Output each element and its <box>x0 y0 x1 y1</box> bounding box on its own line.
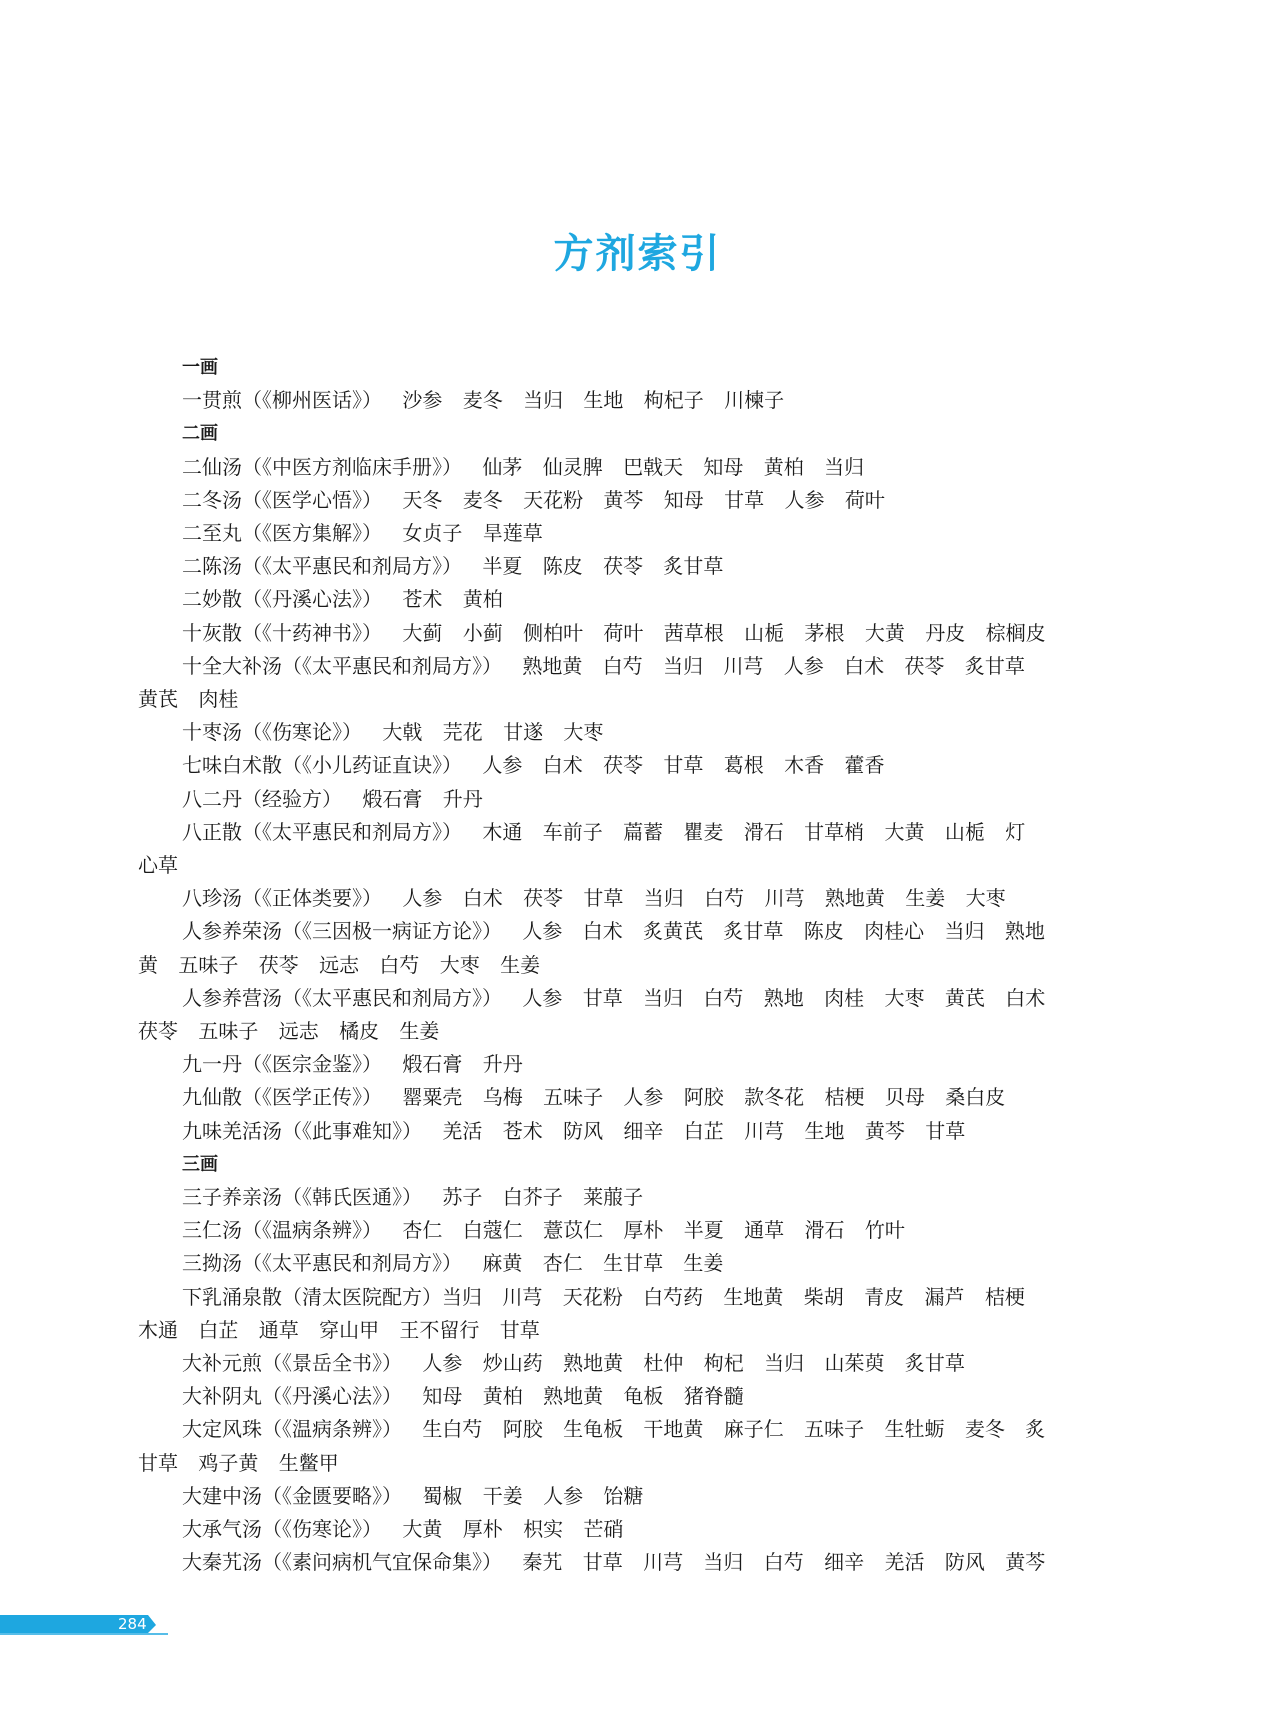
formula-entry: 九味羌活汤（《此事难知》） 羌活 苍术 防风 细辛 白芷 川芎 生地 黄芩 甘草 <box>182 1118 966 1143</box>
formula-entry: 七味白术散（《小儿药证直诀》） 人参 白术 茯苓 甘草 葛根 木香 藿香 <box>182 753 885 778</box>
formula-entry-continuation: 甘草 鸡子黄 生鳖甲 <box>138 1450 339 1475</box>
section-heading: 二画 <box>182 423 218 445</box>
formula-entry: 大补阴丸（《丹溪心法》） 知母 黄柏 熟地黄 龟板 猪脊髓 <box>182 1384 744 1409</box>
page-title: 方剂索引 <box>553 230 722 277</box>
formula-entry: 大建中汤（《金匮要略》） 蜀椒 干姜 人参 饴糖 <box>182 1483 644 1508</box>
section-heading: 一画 <box>182 357 218 378</box>
formula-entry: 三仁汤（《温病条辨》） 杏仁 白蔻仁 薏苡仁 厚朴 半夏 通草 滑石 竹叶 <box>182 1218 905 1243</box>
formula-entry: 二至丸（《医方集解》） 女贞子 旱莲草 <box>182 520 543 545</box>
formula-entry-continuation: 黄 五味子 茯苓 远志 白芍 大枣 生姜 <box>138 952 541 977</box>
formula-entry-continuation: 黄芪 肉桂 <box>138 687 239 711</box>
formula-entry: 八正散（《太平惠民和剂局方》） 木通 车前子 萹蓄 瞿麦 滑石 甘草梢 大黄 山栀 灯 <box>182 819 1026 844</box>
formula-entry: 八二丹（经验方） 煅石膏 升丹 <box>182 786 483 811</box>
formula-entry: 大补元煎（《景岳全书》） 人参 炒山药 熟地黄 杜仲 枸杞 当归 山茱萸 炙甘草 <box>182 1351 965 1376</box>
formula-entry: 十全大补汤（《太平惠民和剂局方》） 熟地黄 白芍 当归 川芎 人参 白术 茯苓 炙甘草 <box>182 653 1025 678</box>
formula-entry-continuation: 木通 白芷 通草 穿山甲 王不留行 甘草 <box>138 1317 540 1342</box>
formula-entry: 二仙汤（《中医方剂临床手册》） 仙茅 仙灵脾 巴戟天 知母 黄柏 当归 <box>182 454 865 479</box>
formula-index <box>138 351 1148 1579</box>
formula-entry-continuation: 茯苓 五味子 远志 橘皮 生姜 <box>138 1019 440 1044</box>
formula-entry: 二冬汤（《医学心悟》） 天冬 麦冬 天花粉 黄芩 知母 甘草 人参 荷叶 <box>182 487 885 512</box>
formula-entry: 九仙散（《医学正传》） 罂粟壳 乌梅 五味子 人参 阿胶 款冬花 桔梗 贝母 桑白皮 <box>182 1085 1006 1110</box>
formula-entry: 人参养荣汤（《三因极一病证方论》） 人参 白术 炙黄芪 炙甘草 陈皮 肉桂心 当归 熟地 <box>182 919 1045 944</box>
formula-entry: 十灰散（《十药神书》） 大蓟 小蓟 侧柏叶 荷叶 茜草根 山栀 茅根 大黄 丹皮 棕榈皮 <box>182 620 1046 645</box>
formula-entry: 八珍汤（《正体类要》） 人参 白术 茯苓 甘草 当归 白芍 川芎 熟地黄 生姜 大枣 <box>182 886 1006 911</box>
formula-entry-continuation: 心草 <box>138 853 178 878</box>
formula-entry: 十枣汤（《伤寒论》） 大戟 芫花 甘遂 大枣 <box>182 720 604 745</box>
formula-entry: 三拗汤（《太平惠民和剂局方》） 麻黄 杏仁 生甘草 生姜 <box>182 1251 724 1276</box>
formula-entry: 大定风珠（《温病条辨》） 生白芍 阿胶 生龟板 干地黄 麻子仁 五味子 生牡蛎 麦冬 炙 <box>182 1417 1046 1442</box>
page-number: 284 <box>118 1615 147 1633</box>
formula-entry: 二妙散（《丹溪心法》） 苍术 黄柏 <box>182 587 503 612</box>
formula-entry: 大秦艽汤（《素问病机气宜保命集》） 秦艽 甘草 川芎 当归 白芍 细辛 羌活 防风 黄芩 <box>182 1550 1046 1575</box>
formula-entry: 下乳涌泉散（清太医院配方）当归 川芎 天花粉 白芍药 生地黄 柴胡 青皮 漏芦 桔梗 <box>182 1284 1025 1309</box>
section-heading: 三画 <box>182 1153 218 1175</box>
formula-entry: 三子养亲汤（《韩氏医通》） 苏子 白芥子 莱菔子 <box>182 1185 644 1210</box>
formula-entry: 人参养营汤（《太平惠民和剂局方》） 人参 甘草 当归 白芍 熟地 肉桂 大枣 黄芪 白术 <box>182 985 1046 1010</box>
formula-entry: 大承气汤（《伤寒论》） 大黄 厚朴 枳实 芒硝 <box>182 1517 624 1542</box>
formula-entry: 九一丹（《医宗金鉴》） 煅石膏 升丹 <box>182 1052 523 1077</box>
formula-entry: 一贯煎（《柳州医话》） 沙参 麦冬 当归 生地 枸杞子 川楝子 <box>182 388 785 413</box>
formula-entry: 二陈汤（《太平惠民和剂局方》） 半夏 陈皮 茯苓 炙甘草 <box>182 554 724 579</box>
